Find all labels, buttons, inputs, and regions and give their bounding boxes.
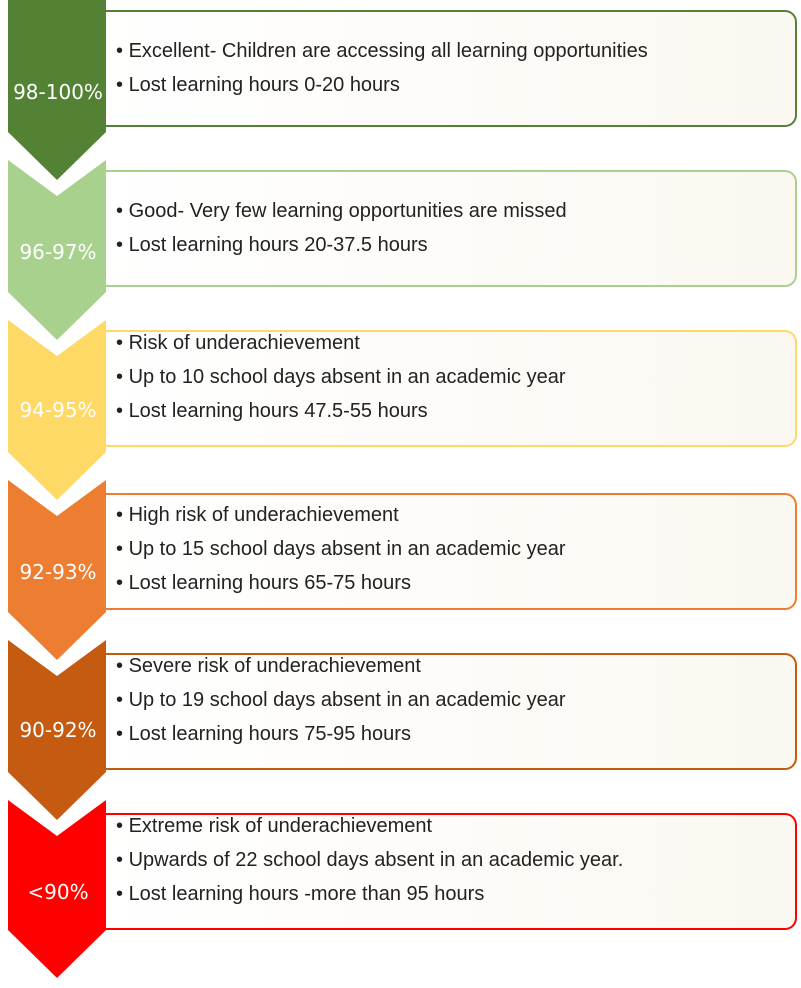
level-bullet-item: • Extreme risk of underachievement: [100, 809, 795, 843]
level-bullet-item: • Lost learning hours 47.5-55 hours: [100, 394, 795, 428]
level-chevron-arrow: [8, 480, 106, 660]
level-description-box: [100, 813, 797, 930]
level-bullet-item: • Lost learning hours 65-75 hours: [100, 566, 795, 600]
level-bullet-item: • Lost learning hours 0-20 hours: [100, 68, 795, 102]
level-bullet-list: [100, 809, 795, 911]
level-chevron-arrow: [8, 800, 106, 978]
attendance-range-label: <90%: [27, 880, 89, 904]
level-bullet-item: • High risk of underachievement: [100, 498, 795, 532]
level-bullet-list: [100, 649, 795, 751]
level-bullet-item: • Lost learning hours 20-37.5 hours: [100, 228, 795, 262]
attendance-range-label: 98-100%: [13, 80, 103, 104]
level-description-box: [100, 170, 797, 287]
level-bullet-item: • Up to 15 school days absent in an academic year: [100, 532, 795, 566]
level-description-box: [100, 330, 797, 447]
level-bullet-list: [100, 498, 795, 600]
attendance-range-label: 96-97%: [19, 240, 97, 264]
level-bullet-item: • Up to 10 school days absent in an academic year: [100, 360, 795, 394]
level-chevron-arrow: [8, 160, 106, 340]
level-bullet-item: • Lost learning hours -more than 95 hours: [100, 877, 795, 911]
level-bullet-item: • Good- Very few learning opportunities are missed: [100, 194, 795, 228]
level-bullet-item: • Lost learning hours 75-95 hours: [100, 717, 795, 751]
level-bullet-item: • Risk of underachievement: [100, 326, 795, 360]
attendance-range-label: 92-93%: [19, 560, 97, 584]
level-chevron-arrow: [8, 320, 106, 500]
level-chevron-arrow: [8, 0, 106, 180]
level-bullet-item: • Upwards of 22 school days absent in an academic year.: [100, 843, 795, 877]
level-bullet-list: [100, 326, 795, 428]
level-bullet-item: • Excellent- Children are accessing all learning opportunities: [100, 34, 795, 68]
level-bullet-item: • Severe risk of underachievement: [100, 649, 795, 683]
level-chevron-arrow: [8, 640, 106, 820]
level-bullet-list: [100, 194, 795, 262]
attendance-range-label: 94-95%: [19, 398, 97, 422]
level-bullet-list: [100, 34, 795, 102]
level-description-box: [100, 653, 797, 770]
level-description-box: [100, 493, 797, 610]
level-bullet-item: • Up to 19 school days absent in an academic year: [100, 683, 795, 717]
attendance-range-label: 90-92%: [19, 718, 97, 742]
level-description-box: [100, 10, 797, 127]
